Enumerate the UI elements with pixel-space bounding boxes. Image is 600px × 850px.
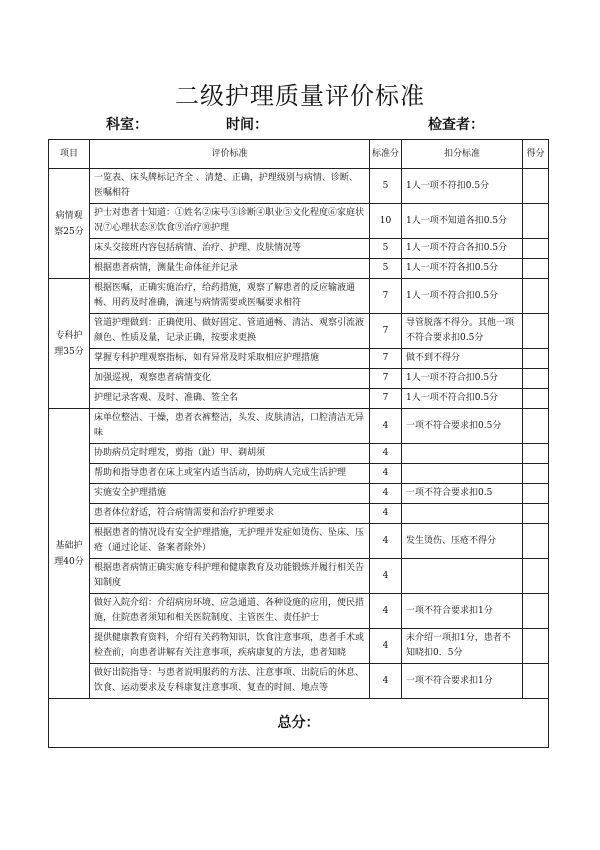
- category-label: 基础护理40分: [54, 540, 84, 567]
- evaluation-table: [48, 139, 549, 748]
- deduction-cell: 1人一项不符合扣0.5分: [402, 279, 523, 314]
- standard-cell: 根据患者的情况设有安全护理措施，无护理并发症如烫伤、坠床、压疮（通过论证、备案者除外）: [90, 524, 370, 559]
- deduction-cell: [402, 504, 523, 524]
- standard-cell: 做好入院介绍：介绍病房环境、应急通道、各种设施的应用，便民措施，住院患者须知和相关医院制度、主管医生、责任护士: [90, 594, 370, 629]
- standard-cell: 管道护理做到：正确使用、做好固定、管道通畅、清洁、观察引流液颜色、性质及量，记录正确，按要求更换: [90, 314, 370, 349]
- got-score-cell[interactable]: [523, 559, 549, 594]
- table-row: [49, 594, 549, 629]
- got-score-cell[interactable]: [523, 484, 549, 504]
- deduction-cell: 1人一项不知道各扣0.5分: [402, 204, 523, 239]
- standard-cell: 帮助和指导患者在床上或室内适当活动，协助病人完成生活护理: [90, 464, 370, 484]
- table-row: [49, 484, 549, 504]
- header-deduction: 扣分标准: [402, 140, 523, 169]
- table-row: [49, 444, 549, 464]
- score-cell: 4: [370, 664, 402, 699]
- deduction-cell: [402, 559, 523, 594]
- score-cell: 4: [370, 504, 402, 524]
- standard-cell: 床单位整洁、干燥，患者衣裤整洁，头发、皮肤清洁，口腔清洁无异味: [90, 409, 370, 444]
- category-label: 病情观察25分: [54, 210, 84, 237]
- got-score-cell[interactable]: [523, 314, 549, 349]
- time-label: 时间：: [226, 117, 268, 133]
- deduction-cell: 一项不符合要求扣1分: [402, 664, 523, 699]
- got-score-cell[interactable]: [523, 444, 549, 464]
- table-row: [49, 629, 549, 664]
- standard-cell: 护士对患者十知道：①姓名②床号③诊断④职业⑤文化程度⑥家庭状况⑦心理状态⑧饮食⑨治疗⑩护理: [90, 204, 370, 239]
- score-cell: 4: [370, 524, 402, 559]
- standard-cell: 提供健康教育资料，介绍有关药物知识，饮食注意事项，患者手术或检查前，向患者讲解有关注意事项，疾病康复的方法，患者知晓: [90, 629, 370, 664]
- deduction-cell: [402, 464, 523, 484]
- header-item: 项目: [49, 140, 90, 169]
- table-row: [49, 524, 549, 559]
- score-cell: 10: [370, 204, 402, 239]
- score-cell: 4: [370, 444, 402, 464]
- table-row: [49, 259, 549, 279]
- table-row: [49, 464, 549, 484]
- score-cell: 5: [370, 239, 402, 259]
- deduction-cell: 1人一项不符合各扣0.5分: [402, 239, 523, 259]
- score-cell: 5: [370, 259, 402, 279]
- table-row: [49, 349, 549, 369]
- standard-cell: 一览表、床头牌标记齐全 、清楚、正确，护理级别与病情、诊断、医嘱相符: [90, 169, 370, 204]
- deduction-cell: 1人一项不符合扣0.5分: [402, 389, 523, 409]
- table-row: [49, 204, 549, 239]
- header-row: [49, 140, 549, 169]
- deduction-cell: 1人一项不符合扣0.5分: [402, 369, 523, 389]
- got-score-cell[interactable]: [523, 664, 549, 699]
- deduction-cell: 发生烫伤、压疮不得分: [402, 524, 523, 559]
- deduction-cell: 一项不符合要求扣0.5: [402, 484, 523, 504]
- total-score-label: 总分：: [49, 699, 549, 748]
- got-score-cell[interactable]: [523, 409, 549, 444]
- table-row: [49, 369, 549, 389]
- standard-cell: 根据患者病情正确实施专科护理和健康教育及功能锻炼并履行相关告知制度: [90, 559, 370, 594]
- category-label: 专科护理35分: [54, 330, 84, 357]
- score-cell: 4: [370, 594, 402, 629]
- table-row: [49, 559, 549, 594]
- deduction-cell: 一项不符合要求扣1分: [402, 594, 523, 629]
- header-score: 标准分: [370, 140, 402, 169]
- header-got: 得分: [523, 140, 549, 169]
- standard-cell: 加强巡视，观察患者病情变化: [90, 369, 370, 389]
- standard-cell: 协助病员定时理发，剪指（趾）甲、剃胡须: [90, 444, 370, 464]
- header-standard: 评价标准: [90, 140, 370, 169]
- deduction-cell: 未介绍一项扣1分，患者不知晓扣0．5分: [402, 629, 523, 664]
- standard-cell: 根据医嘱，正确实施治疗，给药措施，观察了解患者的反应输液通畅、用药及时准确，滴速与病情需要或医嘱要求相符: [90, 279, 370, 314]
- table-row: [49, 169, 549, 204]
- table-row: [49, 504, 549, 524]
- got-score-cell[interactable]: [523, 239, 549, 259]
- got-score-cell[interactable]: [523, 169, 549, 204]
- category-cell: [49, 279, 90, 409]
- score-cell: 7: [370, 314, 402, 349]
- category-cell: [49, 169, 90, 279]
- score-cell: 4: [370, 464, 402, 484]
- deduction-cell: 做不到不得分: [402, 349, 523, 369]
- got-score-cell[interactable]: [523, 464, 549, 484]
- table-row: [49, 239, 549, 259]
- table-row: [49, 409, 549, 444]
- got-score-cell[interactable]: [523, 594, 549, 629]
- got-score-cell[interactable]: [523, 279, 549, 314]
- total-row: [49, 699, 549, 748]
- got-score-cell[interactable]: [523, 504, 549, 524]
- standard-cell: 实施安全护理措施: [90, 484, 370, 504]
- deduction-cell: 1人一项不符各扣0.5分: [402, 259, 523, 279]
- score-cell: 7: [370, 389, 402, 409]
- table-row: [49, 279, 549, 314]
- department-label: 科室：: [106, 117, 148, 133]
- deduction-cell: 导管脱落不得分。其他一项不符合要求扣0.5分: [402, 314, 523, 349]
- score-cell: 4: [370, 409, 402, 444]
- got-score-cell[interactable]: [523, 259, 549, 279]
- deduction-cell: 1人一项不符扣0.5分: [402, 169, 523, 204]
- standard-cell: 做好出院指导：与患者说明服药的方法、注意事项、出院后的休息、饮食、运动要求及专科康复注意事项、复查的时间、地点等: [90, 664, 370, 699]
- score-cell: 7: [370, 279, 402, 314]
- score-cell: 4: [370, 484, 402, 504]
- standard-cell: 护理记录客观、及时、准确、签全名: [90, 389, 370, 409]
- table-row: [49, 389, 549, 409]
- standard-cell: 掌握专科护理观察指标，如有异常及时采取相应护理措施: [90, 349, 370, 369]
- score-cell: 4: [370, 629, 402, 664]
- inspector-label: 检查者：: [428, 117, 484, 133]
- score-cell: 7: [370, 349, 402, 369]
- category-cell: [49, 409, 90, 699]
- got-score-cell[interactable]: [523, 204, 549, 239]
- standard-cell: 床头交接班内容包括病情、治疗、护理、皮肤情况等: [90, 239, 370, 259]
- deduction-cell: [402, 444, 523, 464]
- score-cell: 7: [370, 369, 402, 389]
- got-score-cell[interactable]: [523, 524, 549, 559]
- score-cell: 5: [370, 169, 402, 204]
- got-score-cell[interactable]: [523, 629, 549, 664]
- got-score-cell[interactable]: [523, 389, 549, 409]
- standard-cell: 根据患者病情，测量生命体征并记录: [90, 259, 370, 279]
- page-title: 二级护理质量评价标准: [175, 82, 425, 110]
- score-cell: 4: [370, 559, 402, 594]
- standard-cell: 患者体位舒适，符合病情需要和治疗护理要求: [90, 504, 370, 524]
- table-row: [49, 314, 549, 349]
- got-score-cell[interactable]: [523, 349, 549, 369]
- deduction-cell: 一项不符合要求扣0.5分: [402, 409, 523, 444]
- table-row: [49, 664, 549, 699]
- got-score-cell[interactable]: [523, 369, 549, 389]
